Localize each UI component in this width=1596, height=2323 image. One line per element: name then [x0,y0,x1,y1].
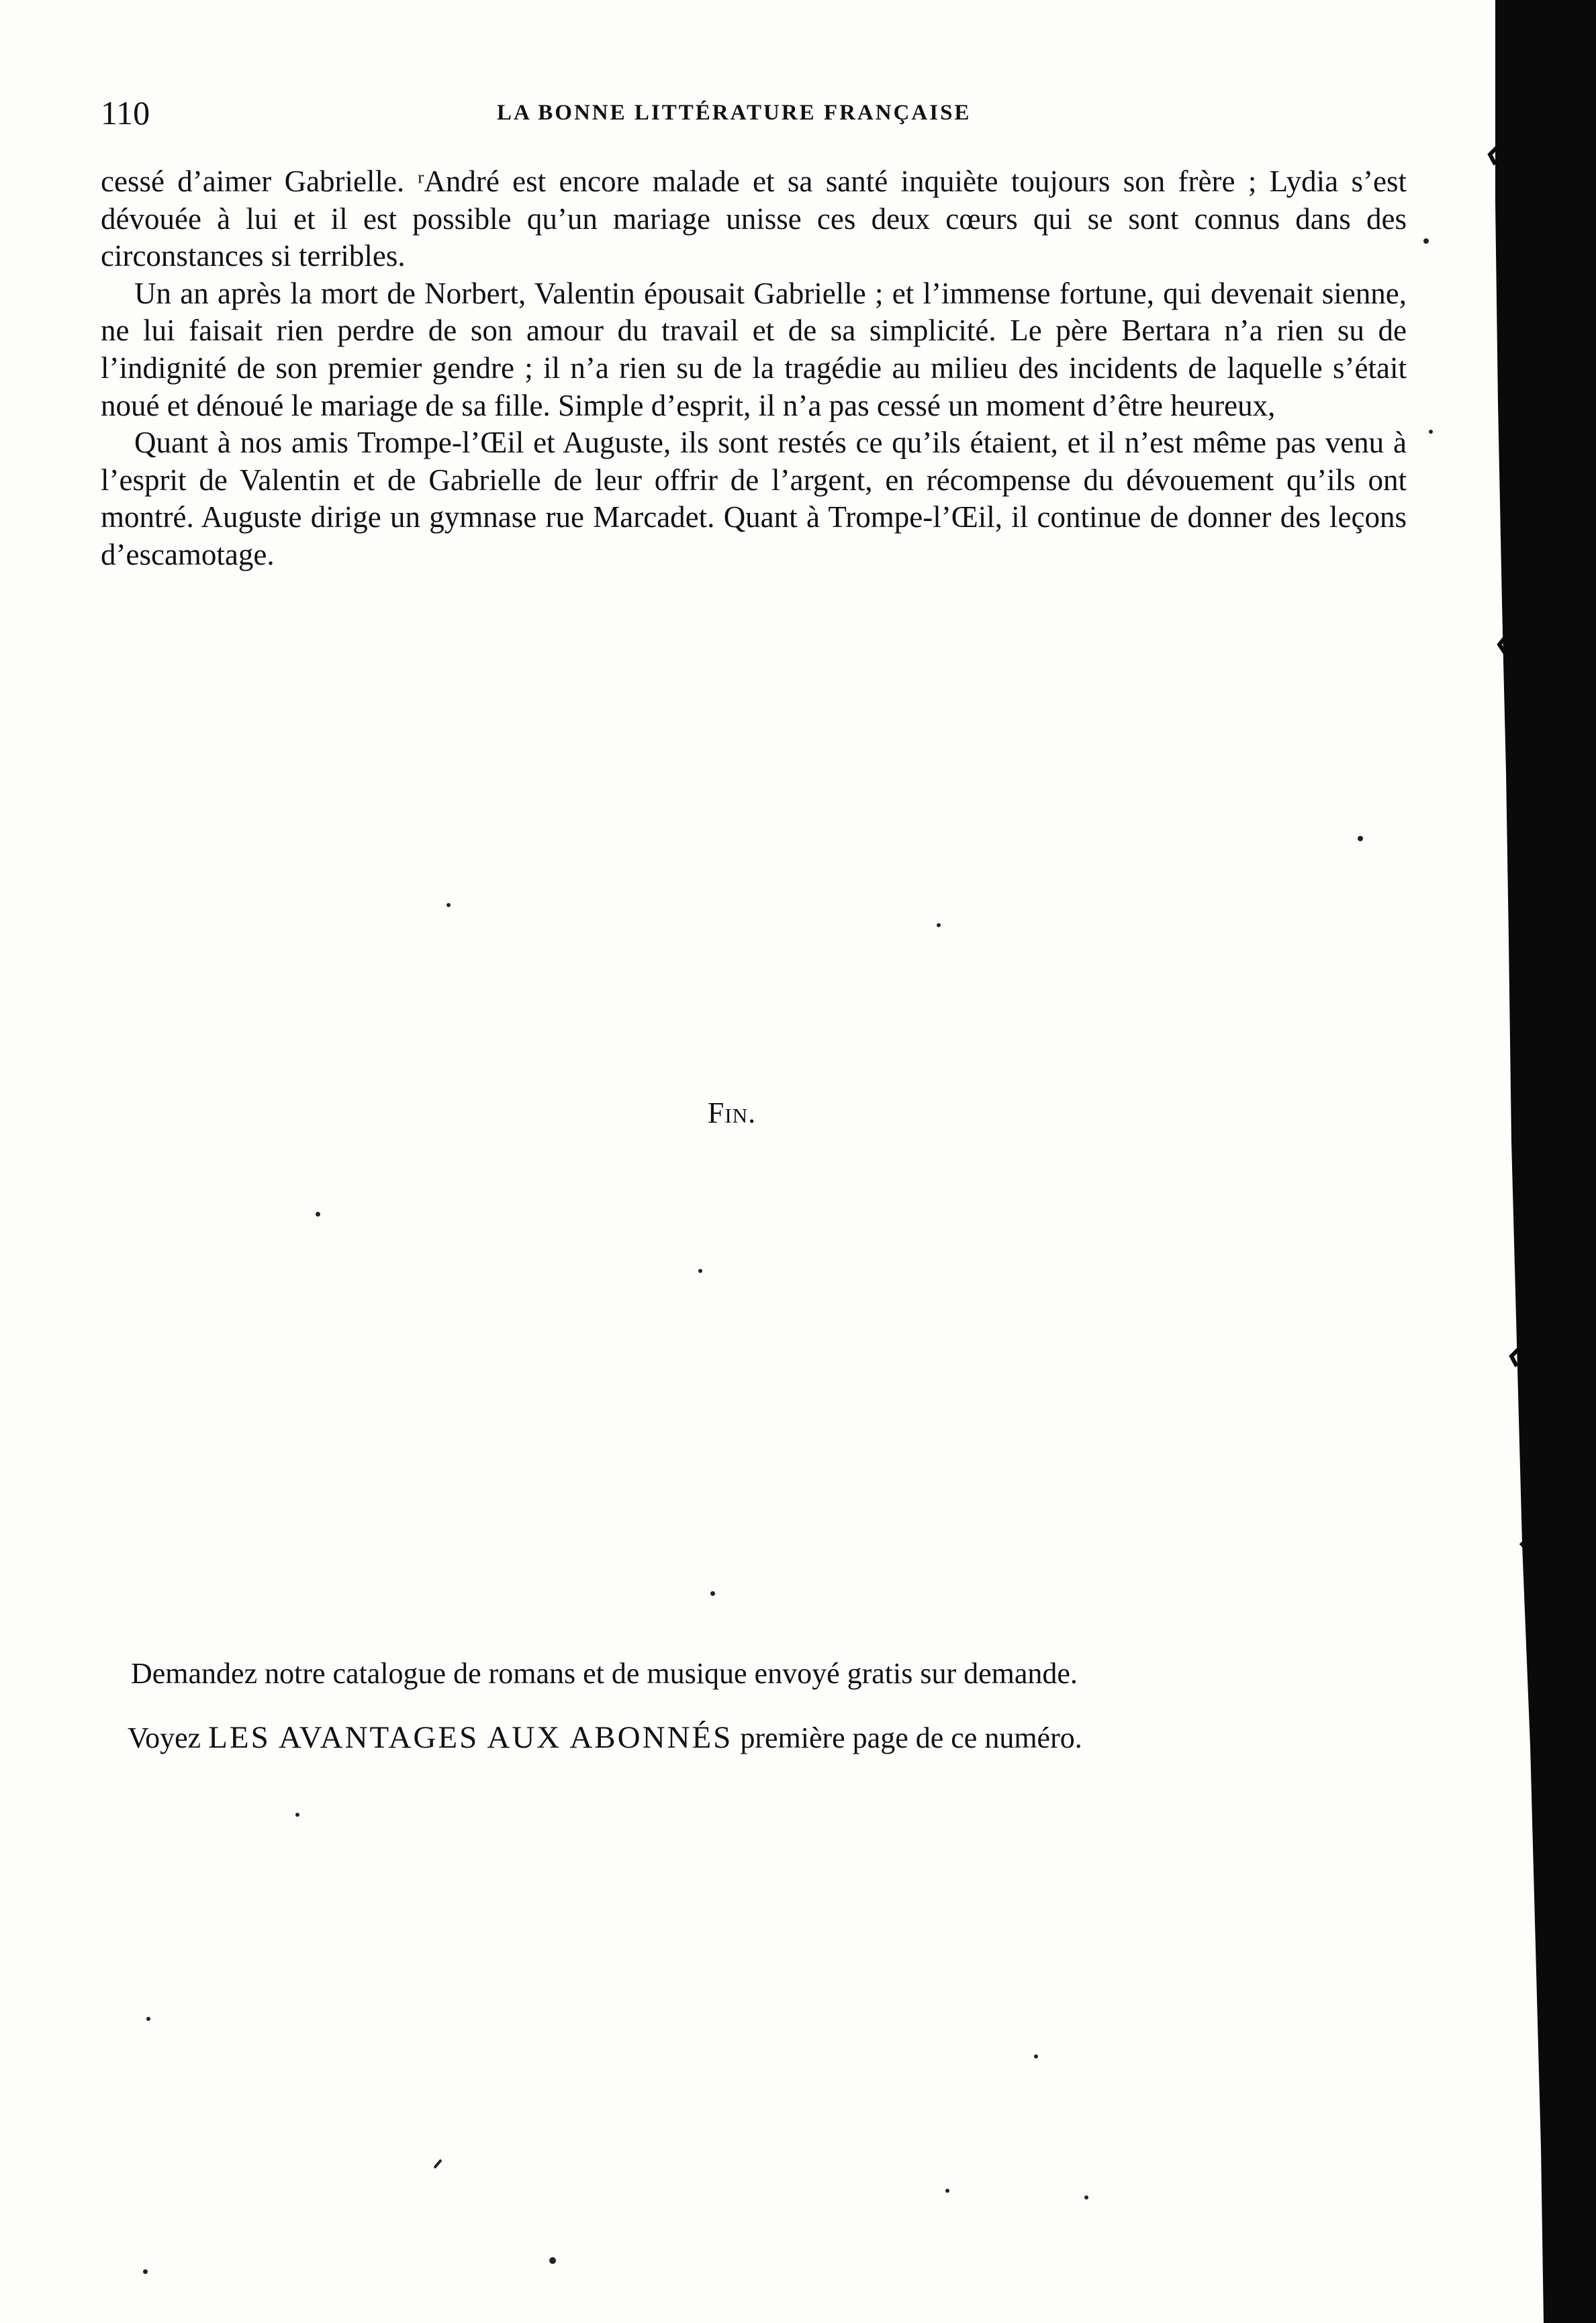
running-title: LA BONNE LITTÉRATURE FRANÇAISE [497,101,972,125]
scan-speck [937,923,941,927]
scan-speck [447,903,451,907]
end-mark: Fin. [707,1096,757,1129]
subscribers-notice [128,1719,1082,1757]
page-number: 110 [101,94,150,132]
subscribers-prefix: Voyez [128,1721,201,1754]
scan-speck [295,1813,299,1817]
paragraph-friends: Quant à nos amis Trompe-l’Œil et Auguste, ils sont restés ce qu’ils étaient, et il n’est même pas venu à l’esprit de Valentin et de Gabrielle de leur offrir de l’argent, en récompense du dévouement qu’ils ont montré. Auguste dirige un gymnase rue Marcadet. Quant à Trompe-l’Œil, il continue de donner des leçons d’escamotage. [101,426,1407,571]
binding-shadow-shape [1495,0,1596,2323]
scan-speck [698,1269,702,1273]
subscribers-caps: LES AVANTAGES AUX ABONNÉS [208,1720,733,1755]
scan-speck [143,2269,148,2274]
scan-speck [1084,2195,1088,2199]
subscribers-suffix: première page de ce numéro. [740,1721,1082,1754]
scan-speck [945,2189,949,2193]
scan-speck [549,2257,556,2264]
binding-shadow [1482,0,1596,2323]
scan-speck [316,1212,320,1217]
scan-speck [1358,836,1363,841]
scan-speck [1423,238,1429,244]
paragraph-wedding: Un an après la mort de Norbert, Valentin épousait Gabrielle ; et l’immense fortune, qui devenait sienne, ne lui faisait rien perdre de son amour du travail et de sa simplicité. Le père Bertara n’a rien su de l’indignité de son premier gendre ; il n’a rien su de la tragédie au milieu des incidents de laquelle s’était noué et dénoué le mariage de sa fille. Simple d’esprit, il n’a pas cessé un moment d’être heureux, [101,276,1407,422]
paragraph-continuation: cessé d’aimer Gabrielle. ʳAndré est encore malade et sa santé inquiète toujours son frère ; Lydia s’est dévouée à lui et il est possible qu’un mariage unisse ces deux cœurs qui se sont connus dans des circonstances si terribles. [101,164,1407,273]
body-text [101,163,1407,574]
scan-speck [146,2017,150,2021]
scan-speck [1034,2054,1038,2058]
scan-speck [1429,430,1433,434]
scan-speck [710,1591,715,1596]
catalogue-notice: Demandez notre catalogue de romans et de musique envoyé gratis sur demande. [131,1657,1078,1690]
scan-speck [433,2159,442,2169]
